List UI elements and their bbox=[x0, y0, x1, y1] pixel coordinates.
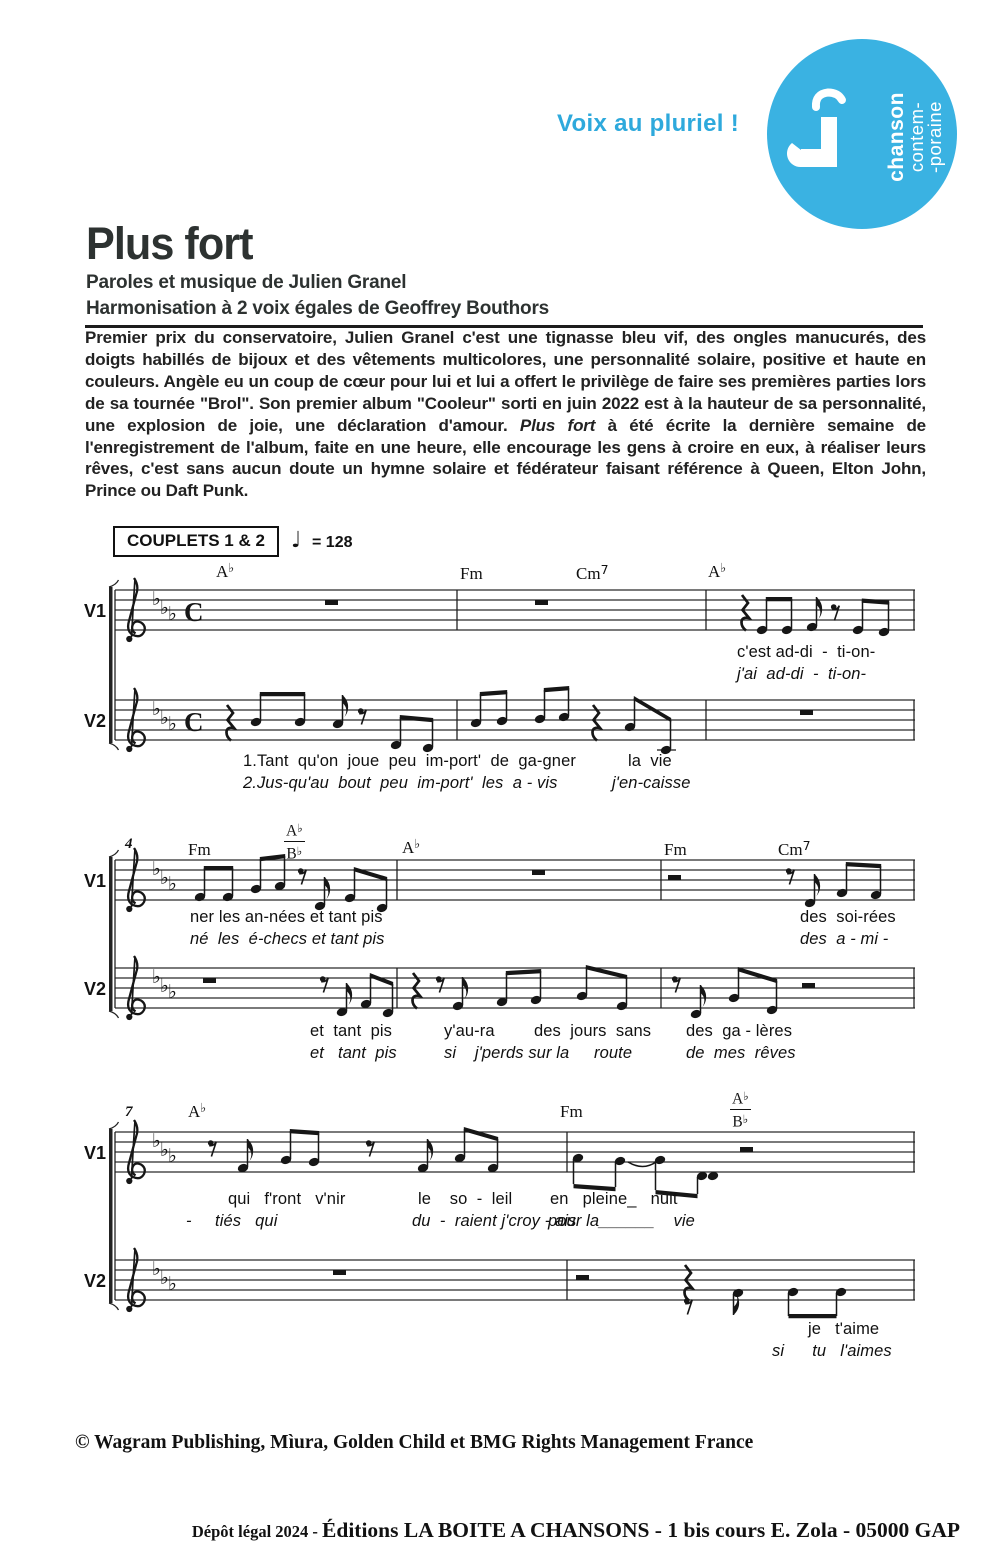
chord-symbol-fraction: $\frac{A^♭}{B^♭}$ bbox=[286, 821, 303, 862]
voice1-label: V1 bbox=[84, 1143, 107, 1163]
lyric-line: - tiés qui bbox=[186, 1212, 278, 1230]
chord-symbol: Fm bbox=[460, 564, 483, 583]
lyric-line: de mes rêves bbox=[686, 1044, 796, 1062]
voice1-label: V1 bbox=[84, 871, 107, 891]
lyric-line: en pleine_ nuit bbox=[550, 1190, 678, 1208]
voice2-label: V2 bbox=[84, 1271, 107, 1291]
measure-number: 4 bbox=[125, 836, 133, 852]
svg-text:C: C bbox=[184, 597, 204, 627]
lyric-line: des soi-rées bbox=[800, 908, 896, 926]
lyric-line: 2.Jus-qu'au bout peu im-port' les a - vis bbox=[243, 774, 558, 792]
chord-symbol: A♭ bbox=[708, 560, 727, 581]
lyric-line: la vie bbox=[628, 752, 672, 770]
publisher-logo bbox=[747, 27, 977, 242]
lyric-line: des a - mi - bbox=[800, 930, 889, 948]
lyric-line: et tant pis bbox=[310, 1022, 393, 1040]
logo-word-poraine: -poraine bbox=[924, 101, 945, 173]
chord-symbol: Cm$^7$ bbox=[576, 562, 609, 583]
tempo-note-icon: ♩ bbox=[291, 528, 302, 553]
legal-prefix: Dépôt légal 2024 - bbox=[191, 1522, 323, 1541]
lyric-line: j'ai ad-di - ti-on- bbox=[737, 665, 867, 683]
lyric-line: je t'aime bbox=[808, 1320, 880, 1338]
lyric-line: le so - leil bbox=[418, 1190, 513, 1208]
chord-symbol: Fm bbox=[664, 840, 687, 859]
brand-tagline: Voix au pluriel ! bbox=[557, 110, 740, 137]
lyric-line: y'au-ra bbox=[444, 1022, 495, 1040]
lyric-line: ner les an-nées et tant pis bbox=[190, 908, 383, 926]
legal-line bbox=[100, 1500, 960, 1561]
chord-symbol-fraction: $\frac{A^♭}{B^♭}$ bbox=[732, 1089, 749, 1130]
svg-text:C: C bbox=[184, 707, 204, 737]
intro-title-italic: Plus fort bbox=[519, 415, 596, 435]
section-label: COUPLETS 1 & 2 bbox=[113, 526, 279, 557]
voice2-label: V2 bbox=[84, 711, 107, 731]
lyric-line: et tant pis bbox=[310, 1044, 397, 1062]
lyric-line: du - raient j'croy - ais bbox=[412, 1212, 577, 1230]
chord-symbol: A♭ bbox=[188, 1100, 207, 1121]
page-title: Plus fort bbox=[86, 218, 253, 269]
lyric-line: des ga - lères bbox=[686, 1022, 793, 1040]
lyric-line: j'en-caisse bbox=[612, 774, 691, 792]
credit-line-1: Paroles et musique de Julien Granel bbox=[86, 272, 407, 293]
voice1-label: V1 bbox=[84, 601, 107, 621]
voice2-label: V2 bbox=[84, 979, 107, 999]
chord-symbol: A♭ bbox=[216, 560, 235, 581]
copyright-line: © Wagram Publishing, Mìura, Golden Child et BMG Rights Management France bbox=[75, 1432, 754, 1453]
logo-word-chanson: chanson bbox=[885, 92, 908, 182]
legal-main: Éditions LA BOITE A CHANSONS - 1 bis cours E. Zola - 05000 GAP bbox=[322, 1518, 960, 1542]
lyric-line: si j'perds sur la bbox=[444, 1044, 570, 1062]
logo-word-contem: contem- bbox=[906, 101, 927, 173]
intro-text-after: à été écrite la dernière semaine de l'enregistrement de l'album, faite en une heure, elle encourage les gens à croire en eux, à réaliser leurs rêves, c'est sans aucun doute un hymne solaire et fédérateur faisant référence à Queen, Elton John, Prince ou Daft Punk. bbox=[85, 415, 926, 501]
tempo-value: = 128 bbox=[312, 534, 353, 551]
lyric-line: pour la______ vie bbox=[548, 1212, 695, 1230]
chord-symbol: Fm bbox=[188, 840, 211, 859]
credit-line-2: Harmonisation à 2 voix égales de Geoffrey Bouthors bbox=[86, 298, 550, 319]
lyric-line: route bbox=[594, 1044, 633, 1062]
chord-symbol: A♭ bbox=[402, 836, 421, 857]
lyric-line: si tu l'aimes bbox=[772, 1342, 892, 1360]
lyric-line: né les é-checs et tant pis bbox=[190, 930, 385, 948]
chord-symbol: Cm$^7$ bbox=[778, 838, 811, 859]
measure-number: 7 bbox=[125, 1104, 133, 1120]
lyric-line: qui f'ront v'nir bbox=[228, 1190, 346, 1208]
intro-text-before: Premier prix du conservatoire, Julien Granel c'est une tignasse bleu vif, des ongles manucurés, des doigts habillés de bijoux et des vêtements multicolores, une personnalité solaire, positive et haute en couleurs. Angèle eu un coup de cœur pour lui et lui a offert le privilège de faire ses premières parties lors de sa tournée "Brol". Son premier album "Cooleur" sorti en juin 2022 est à la hauteur de sa personnalité, une explosion de joie, une déclaration d'amour. bbox=[85, 328, 926, 435]
lyric-line: des jours sans bbox=[534, 1022, 652, 1040]
staff-system-3 bbox=[100, 1085, 930, 1385]
chord-symbol: Fm bbox=[560, 1102, 583, 1121]
lyric-line: 1.Tant qu'on joue peu im-port' de ga-gner bbox=[243, 752, 576, 770]
lyric-line: c'est ad-di - ti-on- bbox=[737, 643, 876, 661]
intro-paragraph bbox=[85, 327, 926, 502]
